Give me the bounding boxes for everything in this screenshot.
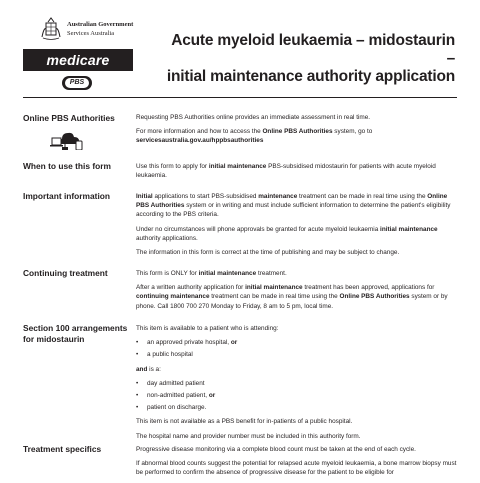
list-item [136,338,460,347]
pbs-logo [62,76,92,90]
text: Under no circumstances will phone approvals be granted for acute myeloid leukaemia [136,225,381,233]
section-body [136,445,460,483]
text: treatment has been approved, applications for [302,284,435,292]
text: is a: [147,365,161,373]
bold-text: continuing maintenance [136,293,210,301]
paragraph: Requesting PBS Authorities online provides an immediate assessment in real time. [136,114,371,121]
bold-text: initial maintenance [208,163,267,170]
text: For more information and how to access the [136,128,263,136]
bold-text: Online PBS Authorities [136,193,448,210]
text: an approved private hospital, [147,339,231,347]
page-header [0,0,480,96]
bold-text: initial maintenance [380,225,438,233]
pbs-logo-text: PBS [65,78,89,88]
paragraph: This item is available to a patient who is attending: [136,325,279,332]
form-title-line-1: Acute myeloid leukaemia – midostaurin – [171,32,455,67]
bullet-list [136,338,460,359]
section-body [136,162,460,185]
text: This form is ONLY for [136,270,199,277]
cloud-computer-icon [48,130,88,150]
bold-text: initial maintenance [198,270,257,277]
section-label: Important information [23,191,111,201]
header-divider [23,97,457,98]
bold-text: initial maintenance [245,284,303,292]
section-label: Online PBS Authorities [23,113,115,123]
paragraph [136,225,460,243]
text: non-admitted patient, [147,392,209,400]
list-item: • patient on discharge. [136,403,460,412]
bold-text: or [208,392,216,400]
section-body [136,269,460,316]
section-label: When to use this form [23,161,111,171]
section-body [136,192,460,262]
bold-text: or [230,339,238,347]
list-item: • day admitted patient [136,379,460,388]
section-label: Section 100 arrangements for midostaurin [23,323,128,344]
paragraph [136,283,460,311]
bold-text: Initial [136,193,153,200]
form-title-line-2: initial maintenance authority application [166,68,455,85]
agency-name: Services Australia [67,30,115,37]
section-body [136,324,460,446]
bold-text: Online PBS Authorities [262,128,333,136]
paragraph [136,127,460,145]
paragraph [136,269,460,278]
text: authority applications. [136,234,198,242]
bold-text: and [136,365,148,373]
text: After a written authority application for [136,284,246,292]
text: treatment can be made in real time using the [297,193,428,200]
text: system, go to [332,128,373,136]
bullet-list [136,379,460,413]
paragraph [136,192,460,220]
form-title [165,32,455,86]
paragraph: This item is not available as a PBS benefit for in-patients of a public hospital. [136,418,353,426]
list-item: • a public hospital [136,350,460,359]
paragraph: If abnormal blood counts suggest the potential for relapsed acute myeloid leukaemia, a bone marrow biopsy must be performed to confirm the absence of progressive disease for the patient to be eligible for [136,460,457,477]
bold-text: maintenance [258,193,298,200]
text: system or in writing and must include sufficient information to determine the patient's eligibility according to the PBS criteria. [136,202,451,219]
text: treatment. [256,270,287,277]
section-body [136,113,460,151]
section-label: Continuing treatment [23,268,108,278]
paragraph: The information in this form is correct at the time of publishing and may be subject to change. [136,249,400,257]
text: PBS-subsidised midostaurin for patients with acute myeloid leukaemia. [136,163,436,180]
coat-of-arms-icon [40,17,62,41]
section-label: Treatment specifics [23,444,102,454]
paragraph [136,365,460,374]
paragraph: Progressive disease monitoring via a complete blood count must be taken at the end of each cycle. [136,446,416,453]
medicare-logo: medicare [23,49,133,71]
government-name: Australian Government [67,21,134,28]
text: applications to start PBS-subsidised [152,193,259,200]
text: system or by phone. Call 1800 700 270 Monday to Friday, 8 am to 5 pm, local time. [136,293,448,310]
text: treatment can be made in real time using the [209,293,340,301]
text: Use this form to apply for [136,163,209,170]
paragraph: The hospital name and provider number must be included in this authority form. [136,432,361,440]
services-australia-link[interactable]: servicesaustralia.gov.au/hppbsauthorities [136,137,264,145]
list-item [136,391,460,400]
bold-text: Online PBS Authorities [339,293,410,301]
paragraph [136,162,460,180]
